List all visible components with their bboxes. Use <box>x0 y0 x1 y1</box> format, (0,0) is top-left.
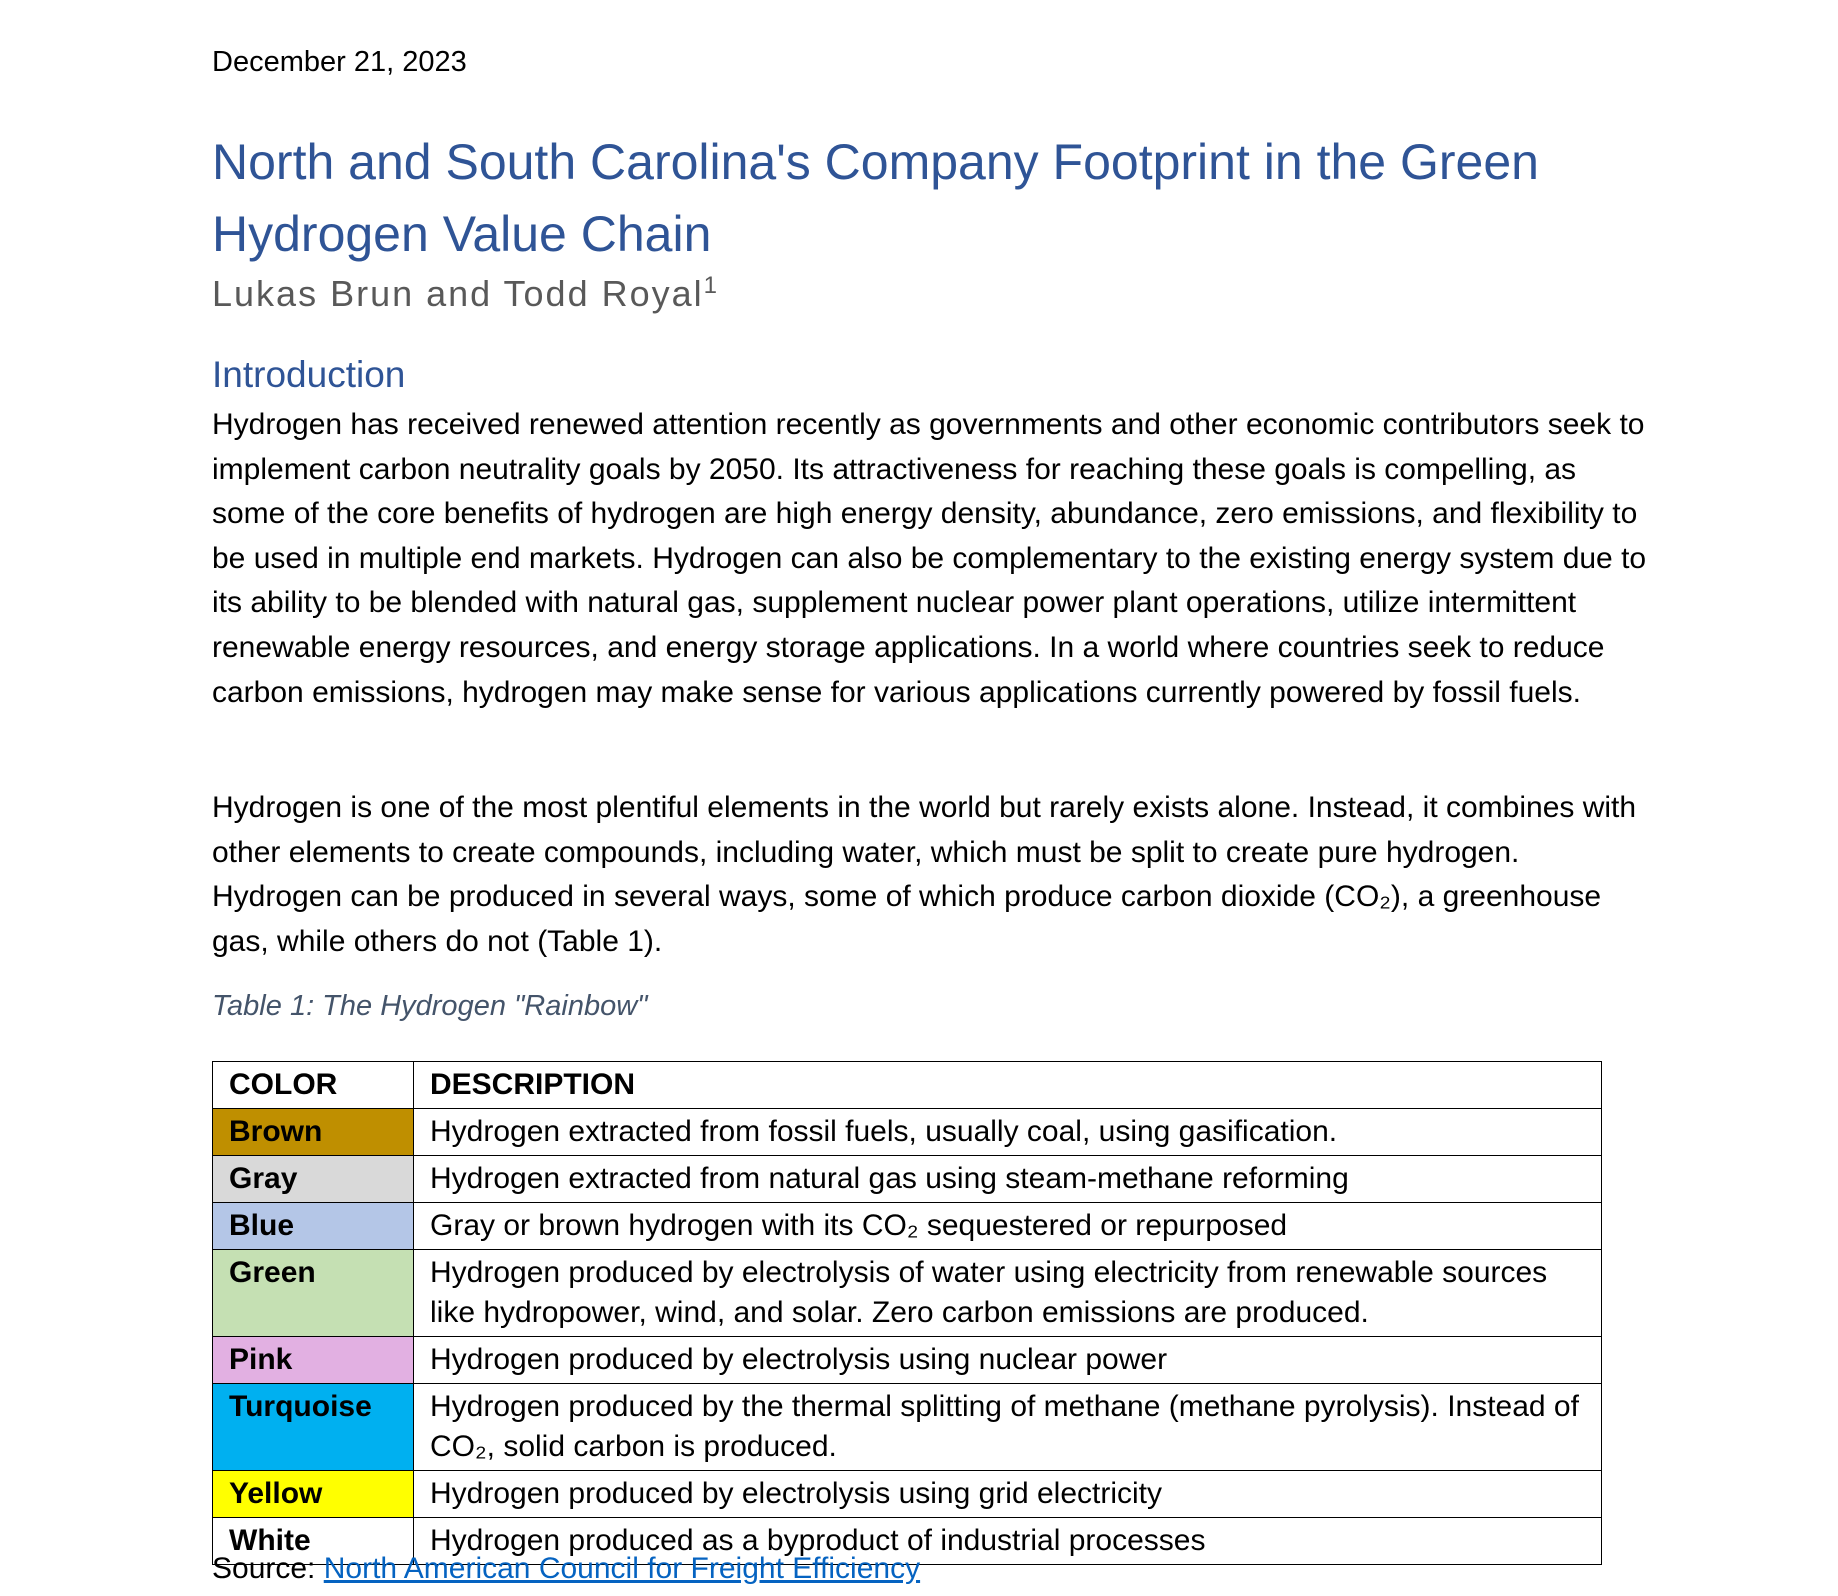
table-caption: Table 1: The Hydrogen "Rainbow" <box>212 990 648 1022</box>
authors-line <box>212 272 717 315</box>
table-row <box>213 1203 1602 1250</box>
table-row <box>213 1156 1602 1203</box>
authors-names: Lukas Brun and Todd Royal <box>212 273 704 314</box>
table-body <box>213 1109 1602 1565</box>
hydrogen-rainbow-table <box>212 1061 1602 1565</box>
intro-paragraph-2: Hydrogen is one of the most plentiful elements in the world but rarely exists alone. Instead, it combines with other elements to create compounds, including water, which must be split to create pure hydrogen. Hydrogen can be produced in several ways, some of which produce carbon dioxide (CO₂), a greenhouse gas, while others do not (Table 1). <box>212 791 1637 958</box>
header-color: COLOR <box>213 1062 414 1109</box>
color-cell-white: White <box>213 1518 414 1565</box>
description-cell: Hydrogen extracted from fossil fuels, usually coal, using gasification. <box>414 1109 1602 1156</box>
color-cell-gray: Gray <box>213 1156 414 1203</box>
description-cell: Hydrogen produced by the thermal splitting of methane (methane pyrolysis). Instead of CO₂, solid carbon is produced. <box>414 1384 1602 1471</box>
color-cell-green: Green <box>213 1250 414 1337</box>
color-cell-yellow: Yellow <box>213 1471 414 1518</box>
table-header-row <box>213 1062 1602 1109</box>
color-cell-turquoise: Turquoise <box>213 1384 414 1471</box>
description-cell: Hydrogen produced by electrolysis using nuclear power <box>414 1337 1602 1384</box>
source-link[interactable]: North American Council for Freight Efficiency <box>323 1552 921 1585</box>
description-cell: Hydrogen extracted from natural gas using steam-methane reforming <box>414 1156 1602 1203</box>
section-heading-introduction: Introduction <box>212 354 406 395</box>
color-cell-brown: Brown <box>213 1109 414 1156</box>
source-line <box>212 1552 920 1586</box>
header-description: DESCRIPTION <box>414 1062 1602 1109</box>
intro-paragraph-1: Hydrogen has received renewed attention recently as governments and other economic contributors seek to implement carbon neutrality goals by 2050. Its attractiveness for reaching these goals is compelling, as some of the core benefits of hydrogen are high energy density, abundance, zero emissions, and flexibility to be used in multiple end markets. Hydrogen can also be complementary to the existing energy system due to its ability to be blended with natural gas, supplement nuclear power plant operations, utilize intermittent renewable energy resources, and energy storage applications. In a world where countries seek to reduce carbon emissions, hydrogen may make sense for various applications currently powered by fossil fuels. <box>212 408 1647 709</box>
authors-footnote-marker[interactable]: 1 <box>703 272 717 299</box>
table-row <box>213 1109 1602 1156</box>
document-date: December 21, 2023 <box>212 46 467 78</box>
source-label: Source: <box>212 1552 316 1585</box>
document-title: North and South Carolina's Company Footprint in the Green Hydrogen Value Chain <box>212 134 1539 262</box>
description-cell: Hydrogen produced by electrolysis using grid electricity <box>414 1471 1602 1518</box>
table-row <box>213 1337 1602 1384</box>
color-cell-pink: Pink <box>213 1337 414 1384</box>
color-cell-blue: Blue <box>213 1203 414 1250</box>
description-cell: Gray or brown hydrogen with its CO₂ sequestered or repurposed <box>414 1203 1602 1250</box>
description-cell: Hydrogen produced as a byproduct of industrial processes <box>414 1518 1602 1565</box>
table-row <box>213 1471 1602 1518</box>
table-row <box>213 1250 1602 1337</box>
description-cell: Hydrogen produced by electrolysis of water using electricity from renewable sources like hydropower, wind, and solar. Zero carbon emissions are produced. <box>414 1250 1602 1337</box>
table-row <box>213 1384 1602 1471</box>
